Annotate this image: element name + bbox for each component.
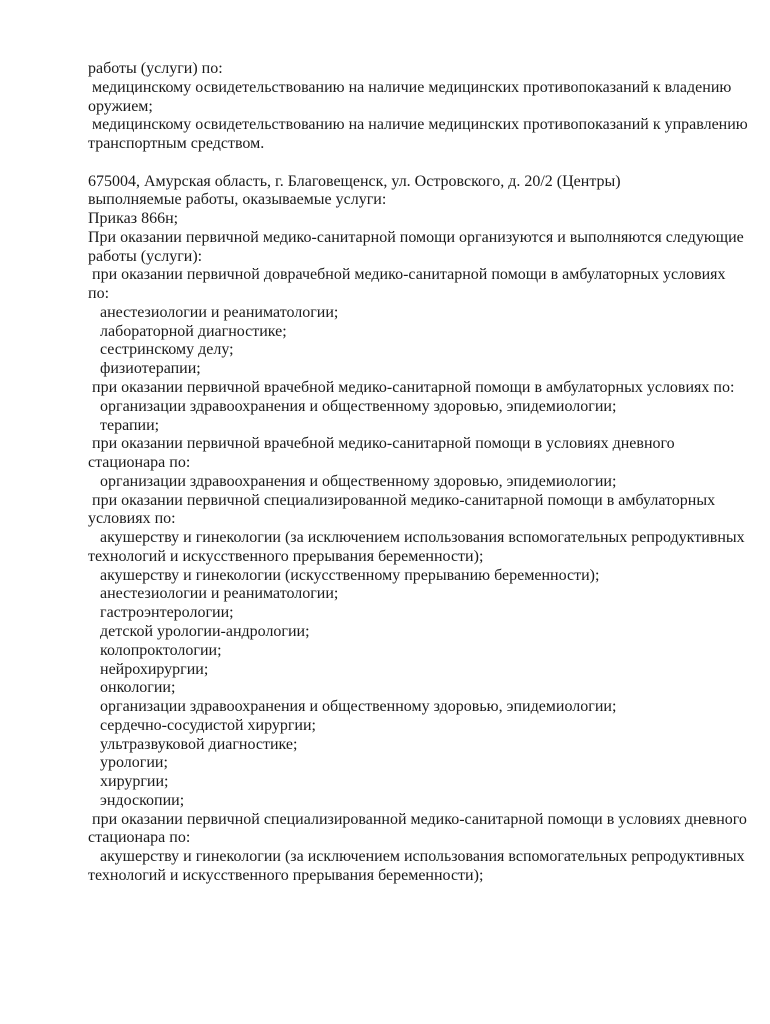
document-line: нейрохирургии; bbox=[88, 660, 209, 678]
document-line: сестринскому делу; bbox=[88, 341, 234, 359]
document-line: транспортным средством. bbox=[88, 135, 265, 153]
document-line: оружием; bbox=[88, 97, 153, 115]
document-line: при оказании первичной специализированной медико-санитарной помощи в условиях дневного bbox=[88, 810, 747, 828]
document-line: при оказании первичной доврачебной медико-санитарной помощи в амбулаторных условиях bbox=[88, 266, 726, 284]
document-line: лабораторной диагностике; bbox=[88, 322, 287, 340]
document-line: медицинскому освидетельствованию на наличие медицинских противопоказаний к управлению bbox=[88, 116, 748, 134]
document-line: урологии; bbox=[88, 754, 168, 772]
document-line: по: bbox=[88, 285, 110, 303]
document-line: хирургии; bbox=[88, 773, 169, 791]
document-line: условиях по: bbox=[88, 510, 176, 528]
document-line: работы (услуги) по: bbox=[88, 60, 223, 77]
document-line: анестезиологии и реаниматологии; bbox=[88, 303, 339, 321]
document-line: При оказании первичной медико-санитарной помощи организуются и выполняются следующие bbox=[88, 228, 744, 246]
document-line: при оказании первичной специализированной медико-санитарной помощи в амбулаторных bbox=[88, 491, 716, 509]
document-line: анестезиологии и реаниматологии; bbox=[88, 585, 339, 603]
document-line: организации здравоохранения и общественному здоровью, эпидемиологии; bbox=[88, 397, 617, 415]
document-line: Приказ 866н; bbox=[88, 210, 179, 228]
document-line: выполняемые работы, оказываемые услуги: bbox=[88, 191, 387, 209]
document-line: ультразвуковой диагностике; bbox=[88, 735, 298, 753]
document-line: сердечно-сосудистой хирургии; bbox=[88, 716, 316, 734]
document-line: гастроэнтерологии; bbox=[88, 604, 234, 622]
document-line: стационара по: bbox=[88, 829, 191, 847]
document-line: онкологии; bbox=[88, 679, 176, 697]
document-line: эндоскопии; bbox=[88, 791, 185, 809]
document-line: работы (услуги): bbox=[88, 247, 203, 265]
document-line: при оказании первичной врачебной медико-санитарной помощи в условиях дневного bbox=[88, 435, 675, 453]
document-line bbox=[88, 154, 750, 173]
document-line: медицинскому освидетельствованию на наличие медицинских противопоказаний к владению bbox=[88, 78, 732, 96]
document-line: организации здравоохранения и общественному здоровью, эпидемиологии; bbox=[88, 698, 617, 716]
document-line: детской урологии-андрологии; bbox=[88, 622, 310, 640]
document-line: технологий и искусственного прерывания беременности); bbox=[88, 866, 484, 884]
document-line: акушерству и гинекологии (за исключением использования вспомогательных репродуктивных bbox=[88, 848, 745, 866]
document-line: колопроктологии; bbox=[88, 641, 222, 659]
document-line: акушерству и гинекологии (искусственному прерыванию беременности); bbox=[88, 566, 600, 584]
document-line: 675004, Амурская область, г. Благовещенск, ул. Островского, д. 20/2 (Центры) bbox=[88, 172, 621, 190]
document-line: терапии; bbox=[88, 416, 160, 434]
document-line: технологий и искусственного прерывания беременности); bbox=[88, 547, 484, 565]
document-line: при оказании первичной врачебной медико-санитарной помощи в амбулаторных условиях по: bbox=[88, 379, 735, 397]
document-line: физиотерапии; bbox=[88, 360, 201, 378]
document-line: организации здравоохранения и общественному здоровью, эпидемиологии; bbox=[88, 472, 617, 490]
document-line: акушерству и гинекологии (за исключением использования вспомогательных репродуктивных bbox=[88, 529, 745, 547]
document-line: стационара по: bbox=[88, 454, 191, 472]
